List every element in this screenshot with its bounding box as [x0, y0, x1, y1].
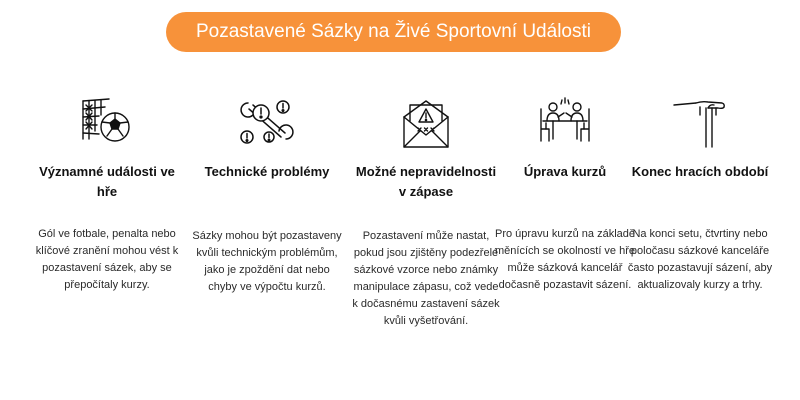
reason-column-game-events	[32, 0, 182, 400]
reason-description: Sázky mohou být pozastaveny kvůli technickým problémům, jako je zpoždění dat nebo chyby ve výpočtu kurzů.	[192, 230, 342, 293]
reason-heading: Možné nepravidelnosti v zápase	[355, 164, 497, 199]
reason-column-match-irregularities	[351, 0, 501, 400]
page-title: Pozastavené Sázky na Živé Sportovní Události	[166, 12, 621, 52]
reason-description: Gól ve fotbale, penalta nebo klíčové zranění mohou vést k pozastavení sázek, aby se přepočítaly kurzy.	[35, 228, 179, 291]
reason-heading: Technické problémy	[204, 164, 330, 179]
soccer-goal-icon	[79, 95, 135, 151]
reason-column-end-of-period	[625, 0, 775, 400]
reason-column-odds-adjustment	[490, 0, 640, 400]
warning-envelope-icon	[398, 95, 454, 151]
reason-heading: Konec hracích období	[631, 164, 769, 179]
timeout-hands-icon	[672, 95, 728, 151]
reason-description: Pozastavení může nastat, pokud jsou zjištěny podezřelé sázkové vzorce nebo známky manipulace zápasu, což vede k dočasnému zastavení sázek kvůli vyšetřování.	[352, 230, 500, 327]
reason-heading: Významné události ve hře	[39, 164, 175, 199]
reason-description: Na konci setu, čtvrtiny nebo poločasu sázkové kanceláře často pozastavují sázení, aby aktualizovaly kurzy a trhy.	[627, 228, 773, 291]
reason-column-technical-problems	[192, 0, 342, 400]
meeting-table-icon	[537, 95, 593, 151]
wrench-warning-icon	[239, 95, 295, 151]
reason-heading: Úprava kurzů	[523, 164, 607, 179]
reason-description: Pro úpravu kurzů na základě měnících se okolností ve hře může sázková kancelář dočasně pozastavit sázení.	[494, 228, 636, 291]
